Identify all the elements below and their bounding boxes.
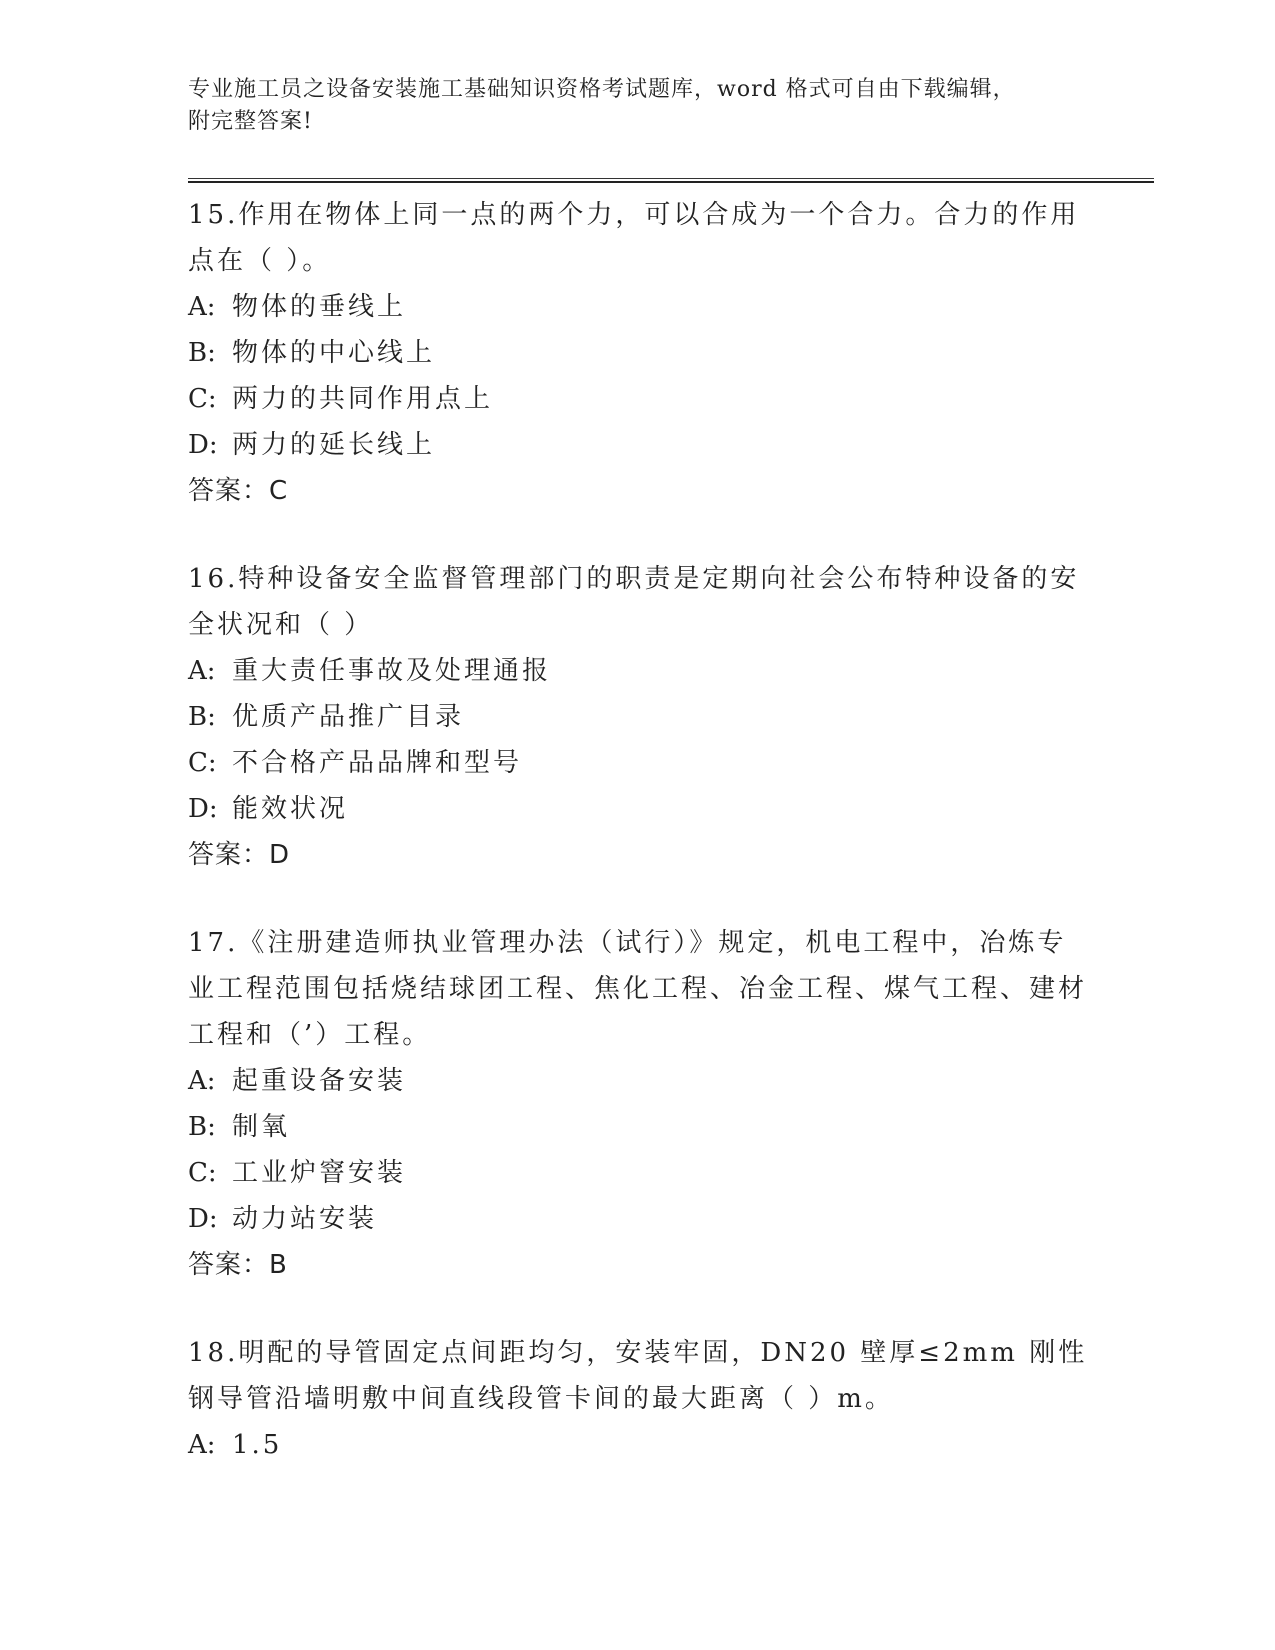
question-text: 18.明配的导管固定点间距均匀，安装牢固，DN20 壁厚≤2mm 刚性钢导管沿墙明敷中间直线段管卡间的最大距离（ ）m。 xyxy=(188,1338,1088,1414)
question-18 xyxy=(188,1330,1088,1468)
option-text: 重大责任事故及处理通报 xyxy=(232,656,552,686)
option-text: 制氧 xyxy=(232,1112,291,1142)
option-key: A: xyxy=(188,1430,216,1460)
option-a xyxy=(188,1058,1088,1104)
option-c xyxy=(188,1150,1088,1196)
option-c xyxy=(188,740,1088,786)
option-text: 两力的共同作用点上 xyxy=(232,384,494,414)
option-d xyxy=(188,786,1088,832)
option-key: A: xyxy=(188,292,216,322)
option-key: D: xyxy=(188,794,218,824)
option-a xyxy=(188,648,1088,694)
option-d xyxy=(188,422,1088,468)
document-header xyxy=(188,74,1088,138)
answer-line: 答案：C xyxy=(188,476,289,506)
question-list xyxy=(188,192,1088,1510)
option-key: A: xyxy=(188,656,216,686)
header-line-1: 专业施工员之设备安装施工基础知识资格考试题库，word 格式可自由下载编辑， xyxy=(188,77,1016,102)
question-16 xyxy=(188,556,1088,878)
question-text: 15.作用在物体上同一点的两个力，可以合成为一个合力。合力的作用点在（ ）。 xyxy=(188,200,1080,276)
option-key: B: xyxy=(188,702,216,732)
option-key: B: xyxy=(188,1112,216,1142)
option-key: C: xyxy=(188,384,217,414)
option-key: A: xyxy=(188,1066,216,1096)
option-text: 工业炉窨安装 xyxy=(232,1158,407,1188)
header-line-2: 附完整答案! xyxy=(188,109,313,134)
option-key: C: xyxy=(188,748,217,778)
question-text: 17.《注册建造师执业管理办法（试行）》规定，机电工程中，冶炼专业工程范围包括烧结球团工程、焦化工程、冶金工程、煤气工程、建材工程和（’）工程。 xyxy=(188,928,1088,1050)
option-text: 能效状况 xyxy=(232,794,349,824)
option-text: 1.5 xyxy=(232,1430,283,1460)
header-divider-thin xyxy=(188,178,1154,179)
option-text: 优质产品推广目录 xyxy=(232,702,465,732)
option-a xyxy=(188,284,1088,330)
option-text: 物体的中心线上 xyxy=(232,338,436,368)
option-key: C: xyxy=(188,1158,217,1188)
answer-line: 答案：B xyxy=(188,1250,288,1280)
option-b xyxy=(188,694,1088,740)
option-d xyxy=(188,1196,1088,1242)
option-text: 不合格产品品牌和型号 xyxy=(232,748,523,778)
option-text: 起重设备安装 xyxy=(232,1066,407,1096)
question-text: 16.特种设备安全监督管理部门的职责是定期向社会公布特种设备的安全状况和（ ） xyxy=(188,564,1080,640)
header-divider-thick xyxy=(188,181,1154,183)
option-a xyxy=(188,1422,1088,1468)
option-c xyxy=(188,376,1088,422)
option-text: 两力的延长线上 xyxy=(232,430,436,460)
question-15 xyxy=(188,192,1088,514)
option-key: D: xyxy=(188,1204,218,1234)
option-text: 动力站安装 xyxy=(232,1204,378,1234)
option-b xyxy=(188,1104,1088,1150)
answer-line: 答案：D xyxy=(188,840,291,870)
question-17 xyxy=(188,920,1088,1288)
option-b xyxy=(188,330,1088,376)
option-key: B: xyxy=(188,338,216,368)
option-text: 物体的垂线上 xyxy=(232,292,407,322)
option-key: D: xyxy=(188,430,218,460)
